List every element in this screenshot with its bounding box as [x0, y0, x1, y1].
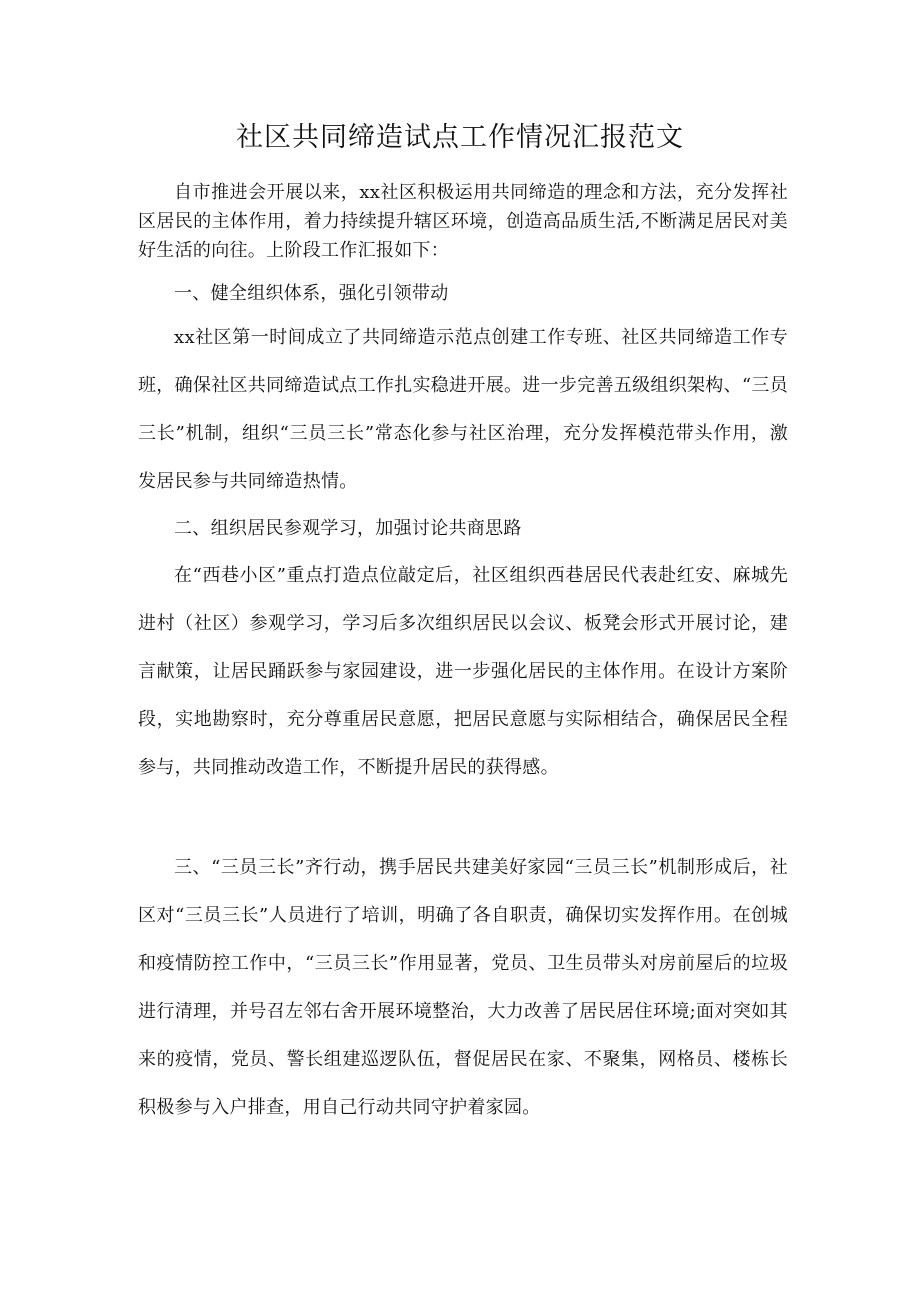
- section-2-paragraph: 在“西巷小区”重点打造点位敲定后，社区组织西巷居民代表赴红安、麻城先进村（社区）参观学习，学习后多次组织居民以会议、板凳会形式开展讨论，建言献策，让居民踊跃参与家园建设，进一步强化居民的主体作用。在设计方案阶段，实地勘察时，充分尊重居民意愿，把居民意愿与实际相结合，确保居民全程参与，共同推动改造工作，不断提升居民的获得感。: [138, 565, 788, 778]
- section-1-paragraph: xx社区第一时间成立了共同缔造示范点创建工作专班、社区共同缔造工作专班，确保社区共同缔造试点工作扎实稳进开展。进一步完善五级组织架构、“三员三长”机制，组织“三员三长”常态化参与社区治理，充分发挥模范带头作用，激发居民参与共同缔造热情。: [138, 327, 788, 492]
- section-3-paragraph: 三、“三员三长”齐行动，携手居民共建美好家园“三员三长”机制形成后，社区对“三员三长”人员进行了培训，明确了各自职责，确保切实发挥作用。在创城和疫情防控工作中，“三员三长”作用显著，党员、卫生员带头对房前屋后的垃圾进行清理，并号召左邻右舍开展环境整治，大力改善了居民居住环境;面对突如其来的疫情，党员、警长组建巡逻队伍，督促居民在家、不聚集，网格员、楼栋长积极参与入户排查，用自己行动共同守护着家园。: [138, 857, 788, 1118]
- document-title: 社区共同缔造试点工作情况汇报范文: [236, 122, 684, 153]
- section-2-heading: 二、组织居民参观学习，加强讨论共商思路: [174, 518, 522, 539]
- section-1-heading: 一、健全组织体系，强化引领带动: [174, 283, 449, 304]
- intro-paragraph: 自市推进会开展以来，xx社区积极运用共同缔造的理念和方法，充分发挥社区居民的主体作用，着力持续提升辖区环境，创造高品质生活,不断满足居民对美好生活的向往。上阶段工作汇报如下：: [138, 182, 788, 261]
